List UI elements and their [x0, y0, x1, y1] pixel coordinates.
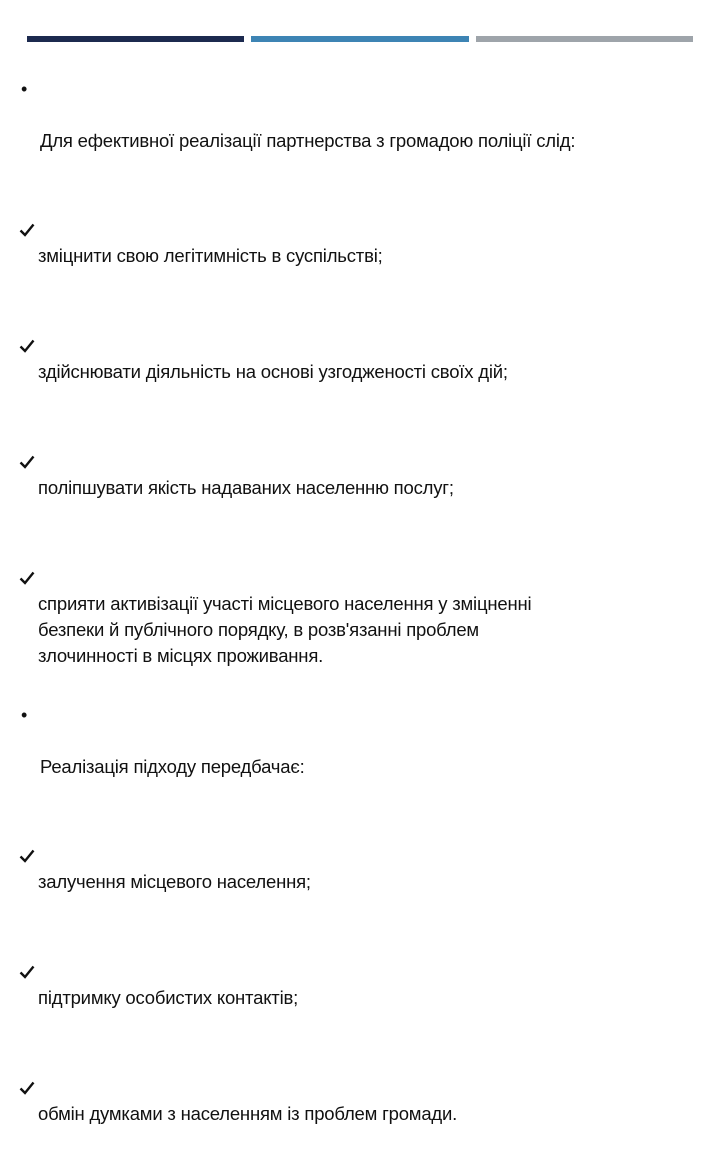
list-item: [19, 191, 699, 295]
checkmark-icon: [19, 933, 37, 1005]
list-item-text: Для ефективної реалізації партнерства з громадою поліції слід:: [40, 130, 576, 151]
checkmark-icon: [19, 1049, 37, 1121]
list-item: [19, 817, 699, 921]
list-item-text: Реалізація підходу передбачає:: [40, 756, 305, 777]
list-item-text: поліпшувати якість надаваних населенню послуг;: [38, 477, 454, 498]
list-item-text: сприяти активізації участі місцевого населення у зміцненні безпеки й публічного порядку, в розв'язанні проблем злочинності в місцях проживання.: [38, 593, 532, 666]
list-item-text: обмін думками з населенням із проблем громади.: [38, 1103, 458, 1124]
checkmark-icon: [19, 423, 37, 495]
list-item-text: підтримку особистих контактів;: [38, 987, 299, 1008]
list-item-text: здійснювати діяльність на основі узгодженості своїх дій;: [38, 361, 508, 382]
list-item-text: зміцнити свою легітимність в суспільстві;: [38, 245, 383, 266]
checkmark-icon: [19, 191, 37, 263]
bullet-dot-icon: •: [21, 705, 28, 725]
list-item: [19, 1049, 699, 1153]
list-item: [19, 76, 699, 180]
header-bar-dark: [27, 36, 244, 42]
list-item-text: залучення місцевого населення;: [38, 871, 311, 892]
list-item: [19, 539, 699, 695]
header-bar-gray: [476, 36, 693, 42]
checkmark-icon: [19, 817, 37, 889]
list-item: [19, 702, 699, 806]
checkmark-icon: [19, 539, 37, 611]
slide-content: [19, 76, 699, 1153]
list-item: [19, 933, 699, 1037]
list-item: [19, 307, 699, 411]
decorative-header-bars: [27, 36, 693, 44]
list-item: [19, 423, 699, 527]
bullet-dot-icon: •: [21, 79, 28, 99]
header-bar-blue: [251, 36, 469, 42]
checkmark-icon: [19, 307, 37, 379]
